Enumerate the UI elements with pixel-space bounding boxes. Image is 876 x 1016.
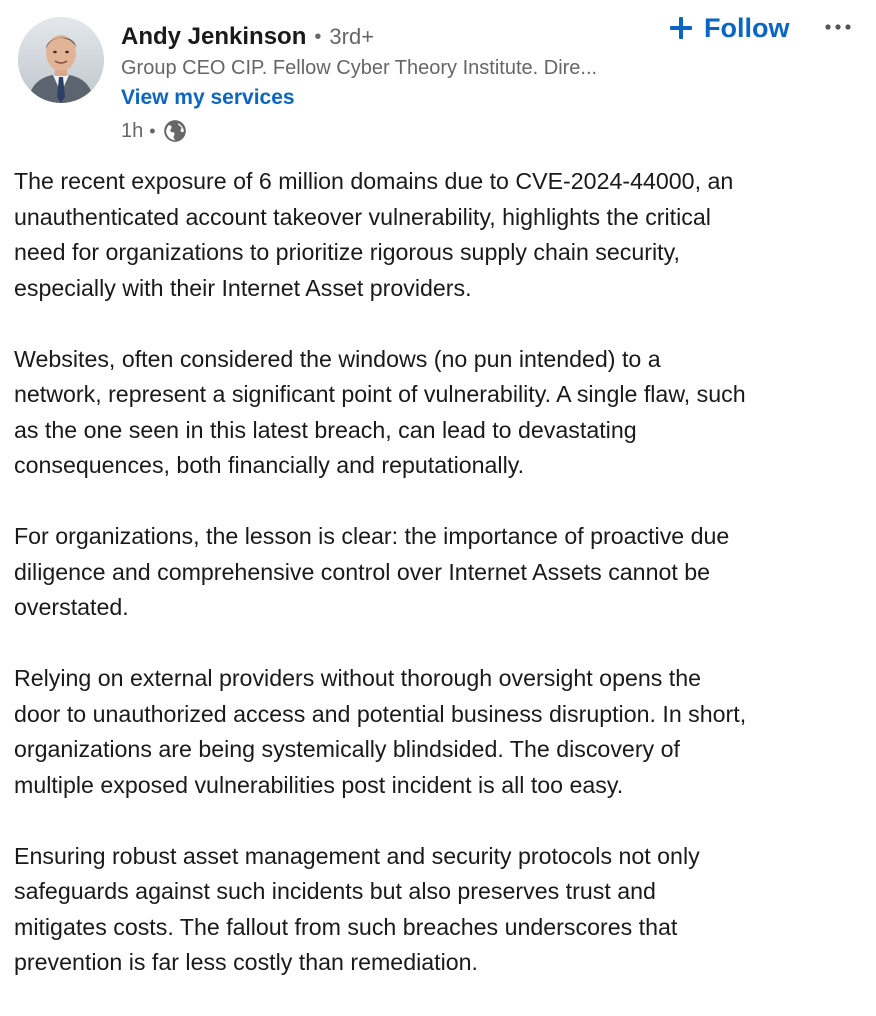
globe-icon bbox=[162, 118, 188, 144]
text-line: organizations are being systemically blindsided. The discovery of bbox=[14, 736, 680, 762]
separator-bullet: • bbox=[314, 25, 322, 48]
more-options-button[interactable] bbox=[818, 12, 858, 44]
post-paragraph bbox=[14, 839, 862, 981]
separator-bullet: • bbox=[149, 120, 156, 141]
text-line: multiple exposed vulnerabilities post incident is all too easy. bbox=[14, 771, 624, 798]
actor-name[interactable]: Andy Jenkinson bbox=[121, 23, 307, 50]
text-line: network, represent a significant point of vulnerability. A single flaw, such bbox=[14, 381, 746, 407]
text-line: need for organizations to prioritize rigorous supply chain security, bbox=[14, 239, 680, 265]
follow-button[interactable] bbox=[662, 8, 795, 48]
post-paragraph bbox=[14, 342, 862, 484]
text-line: especially with their Internet Asset providers. bbox=[14, 274, 472, 301]
ellipsis-icon bbox=[823, 19, 853, 37]
post-paragraph bbox=[14, 519, 862, 626]
text-line: consequences, both financially and reputationally. bbox=[14, 452, 525, 478]
text-line: Ensuring robust asset management and security protocols not only bbox=[14, 842, 700, 869]
text-line: as the one seen in this latest breach, can lead to devastating bbox=[14, 416, 637, 443]
post-timestamp: 1h bbox=[121, 119, 144, 142]
post-paragraph bbox=[14, 661, 862, 803]
text-line: safeguards against such incidents but also preserves trust and bbox=[14, 878, 656, 904]
text-line: For organizations, the lesson is clear: the importance of proactive due bbox=[14, 523, 730, 549]
view-services-link[interactable]: View my services bbox=[121, 86, 295, 109]
post-paragraph bbox=[14, 164, 862, 306]
text-line: Websites, often considered the windows (no pun intended) to a bbox=[14, 345, 661, 372]
post-header bbox=[0, 0, 876, 150]
text-line: diligence and comprehensive control over Internet Assets cannot be bbox=[14, 558, 711, 585]
post-meta bbox=[121, 117, 188, 145]
plus-icon bbox=[668, 15, 694, 41]
avatar-photo bbox=[18, 17, 104, 103]
post-body bbox=[14, 164, 862, 1016]
text-line: unauthenticated account takeover vulnerability, highlights the critical bbox=[14, 203, 711, 230]
text-line: Relying on external providers without thorough oversight opens the bbox=[14, 665, 702, 691]
actor-headline: Group CEO CIP. Fellow Cyber Theory Institute. Dire... bbox=[121, 57, 598, 79]
text-line: overstated. bbox=[14, 594, 129, 620]
actor-name-row bbox=[121, 20, 374, 54]
text-line: door to unauthorized access and potential business disruption. In short, bbox=[14, 700, 747, 727]
text-line: mitigates costs. The fallout from such breaches underscores that bbox=[14, 913, 678, 940]
follow-label: Follow bbox=[704, 12, 790, 43]
text-line: The recent exposure of 6 million domains due to CVE-2024-44000, an bbox=[14, 168, 734, 194]
text-line: prevention is far less costly than remediation. bbox=[14, 949, 478, 975]
avatar[interactable] bbox=[18, 17, 104, 103]
connection-degree: 3rd+ bbox=[329, 24, 375, 49]
